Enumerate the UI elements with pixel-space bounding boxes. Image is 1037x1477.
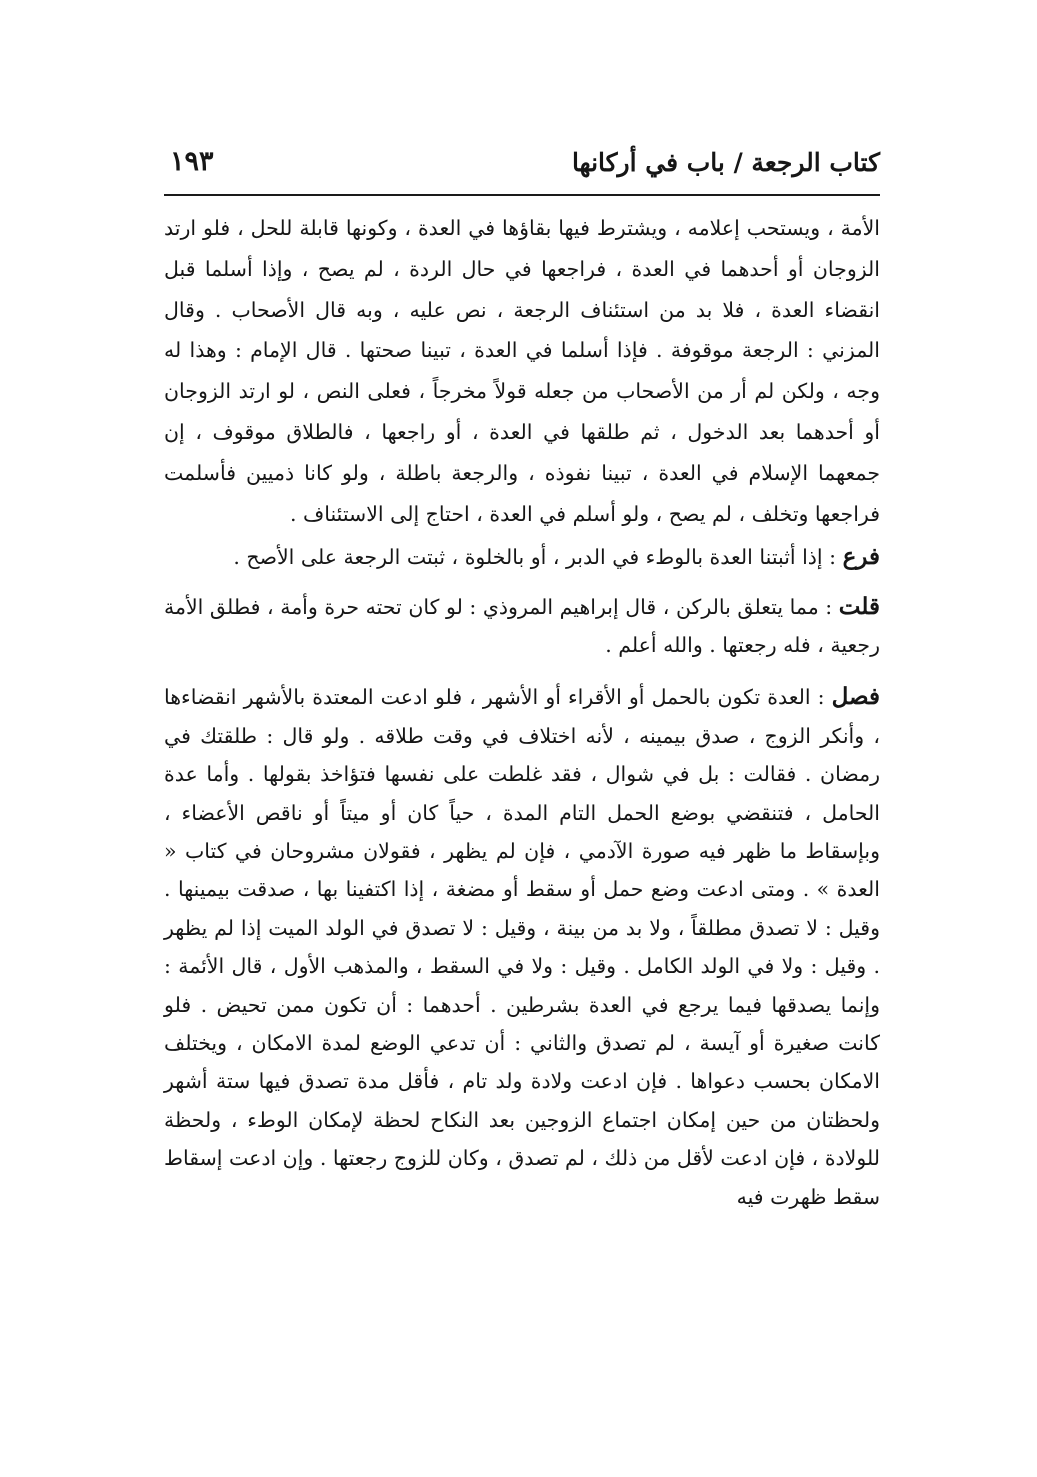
paragraph-text: : مما يتعلق بالركن ، قال إبراهيم المروذي : لو كان تحته حرة وأمة ، فطلق الأمة رجعية ، فله رجعتها . والله أعلم .	[164, 595, 880, 658]
paragraph-lead: قلت	[838, 593, 880, 621]
page-body	[164, 208, 880, 1216]
paragraph-lead: فصل	[831, 683, 880, 711]
paragraph-continuation	[164, 208, 880, 534]
header-divider	[164, 194, 880, 196]
paragraph-text: : العدة تكون بالحمل أو الأقراء أو الأشهر ، فلو ادعت المعتدة بالأشهر انقضاءها ، وأنكر الزوج ، صدق بيمينه ، لأنه اختلاف في وقت طلاقه . ولو قال : طلقتك في رمضان . فقالت : بل في شوال ، فقد غلطت على نفسها فتؤاخذ بقولها . وأما عدة الحامل ، فتنقضي بوضع الحمل التام المدة ، حياً كان أو ميتاً أو ناقص الأعضاء ، وبإسقاط ما ظهر فيه صورة الآدمي ، فإن لم يظهر ، فقولان مشروحان في كتاب « العدة » . ومتى ادعت وضع حمل أو سقط أو مضغة ، إذا اكتفينا بها ، صدقت بيمينها . وقيل : لا تصدق مطلقاً ، ولا بد من بينة ، وقيل : لا تصدق في الولد الميت إذا لم يظهر . وقيل : ولا في الولد الكامل . وقيل : ولا في السقط ، والمذهب الأول ، قال الأئمة : وإنما يصدقها فيما يرجع في العدة بشرطين . أحدهما : أن تكون ممن تحيض . فلو كانت صغيرة أو آيسة ، لم تصدق والثاني : أن تدعي الوضع لمدة الامكان ، ويختلف الامكان بحسب دعواها . فإن ادعت ولادة ولد تام ، فأقل مدة تصدق فيها ستة أشهر ولحظتان من حين إمكان اجتماع الزوجين بعد النكاح لحظة لإمكان الوطء ، ولحظة للولادة ، فإن ادعت لأقل من ذلك ، لم تصدق ، وكان للزوج رجعتها . وإن ادعت إسقاط سقط ظهرت فيه	[164, 685, 880, 1209]
paragraph-far	[164, 538, 880, 576]
paragraph-text: : إذا أثبتنا العدة بالوطء في الدبر ، أو بالخلوة ، ثبتت الرجعة على الأصح .	[233, 545, 843, 570]
paragraph-qultu	[164, 588, 880, 664]
paragraph-lead: فرع	[842, 543, 880, 571]
paragraph-text: الأمة ، ويستحب إعلامه ، ويشترط فيها بقاؤها في العدة ، وكونها قابلة للحل ، فلو ارتد الزوجان أو أحدهما في العدة ، فراجعها في حال الردة ، لم يصح ، وإذا أسلما قبل انقضاء العدة ، فلا بد من استئناف الرجعة ، نص عليه ، وبه قال الأصحاب . وقال المزني : الرجعة موقوفة . فإذا أسلما في العدة ، تبينا صحتها . قال الإمام : وهذا له وجه ، ولكن لم أر من الأصحاب من جعله قولاً مخرجاً ، فعلى النص ، لو ارتد الزوجان أو أحدهما بعد الدخول ، ثم طلقها في العدة ، أو راجعها ، فالطلاق موقوف ، إن جمعهما الإسلام في العدة ، تبينا نفوذه ، والرجعة باطلة ، ولو كانا ذميين فأسلمت فراجعها وتخلف ، لم يصح ، ولو أسلم في العدة ، احتاج إلى الاستئناف .	[164, 216, 880, 526]
page-number: ١٩٣	[170, 146, 214, 177]
paragraph-fasl	[164, 678, 880, 1216]
chapter-title: كتاب الرجعة / باب في أركانها	[571, 148, 880, 177]
running-header	[164, 140, 880, 190]
